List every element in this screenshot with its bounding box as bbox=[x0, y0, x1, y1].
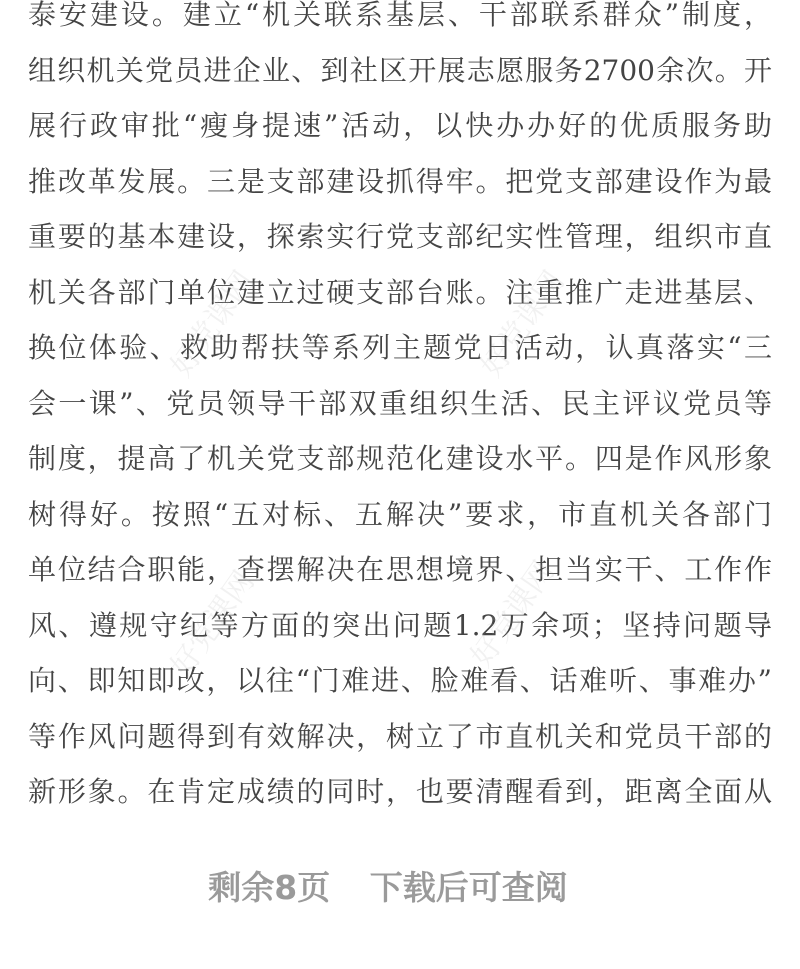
text-line: 新形象。在肯定成绩的同时，也要清醒看到，距离全面从 bbox=[28, 775, 772, 808]
text-line: 机关各部门单位建立过硬支部台账。注重推广走进基层、 bbox=[28, 275, 772, 309]
remaining-pages-label: 剩余8页 bbox=[208, 868, 331, 907]
text-line: 风、遵规守纪等方面的突出问题1.2万余项；坚持问题导 bbox=[28, 608, 772, 642]
text-line: 制度，提高了机关党支部规范化建设水平。四是作风形象 bbox=[28, 442, 772, 475]
text-line: 推改革发展。三是支部建设抓得牢。把党支部建设作为最 bbox=[28, 164, 772, 198]
document-body bbox=[28, 0, 772, 820]
text-line: 等作风问题得到有效解决，树立了市直机关和党员干部的 bbox=[28, 719, 772, 753]
text-line: 泰安建设。建立“机关联系基层、干部联系群众”制度， bbox=[28, 0, 772, 31]
watermark: 好党课网 bbox=[474, 264, 572, 384]
text-line: 组织机关党员进企业、到社区开展志愿服务2700余次。开 bbox=[28, 53, 772, 87]
text-line: 会一课”、党员领导干部双重组织生活、民主评议党员等 bbox=[28, 386, 772, 420]
text-line: 展行政审批“瘦身提速”活动，以快办办好的优质服务助 bbox=[28, 109, 772, 142]
text-line: 换位体验、救助帮扶等系列主题党日活动，认真落实“三 bbox=[28, 331, 772, 364]
watermark: 好党课网 bbox=[464, 554, 562, 674]
download-hint-label[interactable]: 下载后可查阅 bbox=[369, 868, 568, 907]
text-line: 向、即知即改，以往“门难进、脸难看、话难听、事难办” bbox=[28, 664, 772, 697]
text-line: 单位结合职能，查摆解决在思想境界、担当实干、工作作 bbox=[28, 553, 772, 586]
download-prompt[interactable] bbox=[0, 862, 776, 909]
text-line: 树得好。按照“五对标、五解决”要求，市直机关各部门 bbox=[28, 497, 772, 531]
watermark: 好党课网 bbox=[164, 264, 262, 384]
text-line: 重要的基本建设，探索实行党支部纪实性管理，组织市直 bbox=[28, 220, 772, 253]
watermark: 好党课网 bbox=[164, 564, 262, 684]
